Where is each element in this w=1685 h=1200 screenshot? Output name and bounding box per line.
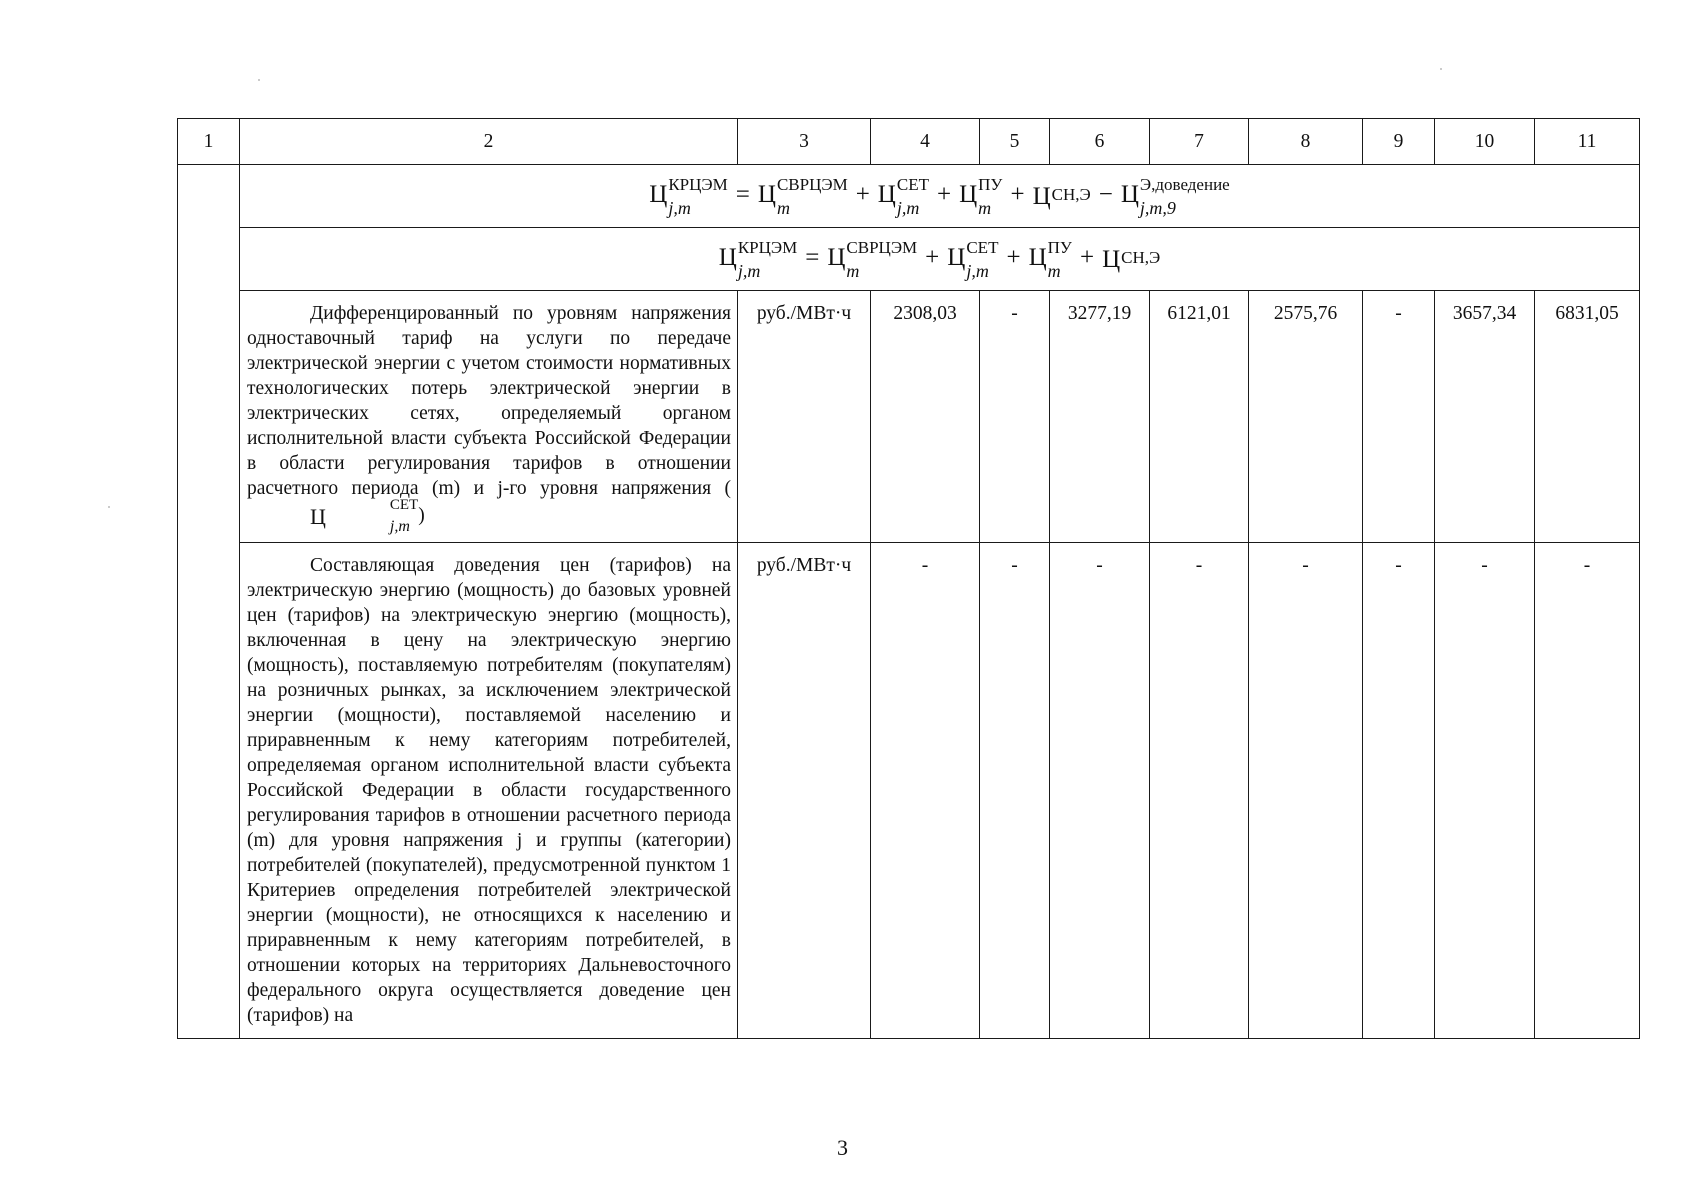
column-number: 6 bbox=[1050, 119, 1150, 165]
description-text: Составляющая доведения цен (тарифов) на электрическую энергию (мощность) до базовых уровней цен (тарифов) на электрическую энергию (мощность), включенная в цену на электрическую энергию (мощность), поставляемую потребителям (покупателям) на розничных рынках, за исключением электрической энергии (мощности), поставляемой населению и приравненным к нему категориям потребителей, определяемая органом исполнительной власти субъекта Российской Федерации в области государственного регулирования тарифов в отношении расчетного периода (m) для уровня напряжения j и группы (категории) потребителей (покупателей), предусмотренной пунктом 1 Критериев определения потребителей электрической энергии (мощности), не относящихся к населению и приравненным к нему категориям потребителей, в отношении которых на территориях Дальневосточного федерального округа осуществляется доведение цен (тарифов) на bbox=[247, 555, 731, 1026]
formula-term: Ц СН,Э bbox=[1032, 182, 1091, 210]
formula-term: Ц СВРЦЭМ m bbox=[827, 237, 918, 281]
value-cell: - bbox=[1050, 543, 1150, 1039]
column-number: 2 bbox=[240, 119, 738, 165]
column-number-row bbox=[178, 119, 1640, 165]
operator: − bbox=[1098, 180, 1113, 208]
column-number: 10 bbox=[1435, 119, 1535, 165]
formula-term: Ц СЕТ j,m bbox=[947, 237, 999, 281]
value-cell: - bbox=[1249, 543, 1363, 1039]
table-row bbox=[178, 543, 1640, 1039]
formula-term: Ц КРЦЭМ j,m bbox=[649, 174, 728, 218]
formula-row bbox=[178, 165, 1640, 228]
unit-cell: руб./МВт·ч bbox=[738, 291, 871, 543]
value-cell: 2575,76 bbox=[1249, 291, 1363, 543]
value-cell: 6831,05 bbox=[1535, 291, 1640, 543]
scan-speck bbox=[1440, 68, 1442, 70]
column-number: 9 bbox=[1363, 119, 1435, 165]
value-cell: - bbox=[980, 543, 1050, 1039]
operator: + bbox=[925, 243, 940, 271]
table-row bbox=[178, 291, 1640, 543]
value-cell: 2308,03 bbox=[871, 291, 980, 543]
description-text: Дифференцированный по уровням напряжения одноставочный тариф на услуги по передаче электрической энергии с учетом стоимости нормативных технологических потерь электрической энергии в электрических сетях, определяемый органом исполнительной власти субъекта Российской Федерации в области регулирования тарифов в отношении расчетного периода (m) и j-го уровня напряжения ( bbox=[247, 303, 731, 499]
formula-term: Ц СЕТ j,m bbox=[877, 174, 929, 218]
tariff-symbol: Ц СЕТ j,m bbox=[310, 497, 419, 535]
formula bbox=[649, 174, 1230, 218]
equals-sign: = bbox=[735, 180, 750, 208]
value-cell: - bbox=[1535, 543, 1640, 1039]
formula-term: Ц ПУ m bbox=[959, 174, 1003, 218]
column-number: 8 bbox=[1249, 119, 1363, 165]
formula-term: Ц ПУ m bbox=[1028, 237, 1072, 281]
value-cell: - bbox=[1435, 543, 1535, 1039]
operator: + bbox=[855, 180, 870, 208]
operator: + bbox=[1010, 180, 1025, 208]
operator: + bbox=[936, 180, 952, 208]
operator: + bbox=[1006, 243, 1021, 271]
scan-speck bbox=[258, 79, 260, 81]
value-cell: - bbox=[871, 543, 980, 1039]
value-cell: - bbox=[1150, 543, 1249, 1039]
formula-cell bbox=[240, 228, 1640, 291]
equals-sign: = bbox=[805, 243, 820, 271]
formula-cell bbox=[240, 165, 1640, 228]
description-cell: Дифференцированный по уровням напряжения одноставочный тариф на услуги по передаче электрической энергии с учетом стоимости нормативных технологических потерь электрической энергии в электрических сетях, определяемый органом исполнительной власти субъекта Российской Федерации в области регулирования тарифов в отношении расчетного периода (m) и j-го уровня напряжения ( Ц СЕТ j,m ) bbox=[240, 291, 738, 543]
value-cell: 6121,01 bbox=[1150, 291, 1249, 543]
row-number-cell bbox=[178, 165, 240, 1039]
column-number: 11 bbox=[1535, 119, 1640, 165]
description-cell bbox=[240, 543, 738, 1039]
value-cell: - bbox=[1363, 543, 1435, 1039]
unit-cell: руб./МВт·ч bbox=[738, 543, 871, 1039]
page-number: 3 bbox=[837, 1135, 848, 1160]
value-cell: - bbox=[1363, 291, 1435, 543]
value-cell: 3277,19 bbox=[1050, 291, 1150, 543]
scan-speck bbox=[108, 506, 110, 508]
column-number: 7 bbox=[1150, 119, 1249, 165]
column-number: 5 bbox=[980, 119, 1050, 165]
formula-term: Ц СВРЦЭМ m bbox=[757, 174, 848, 218]
value-cell: 3657,34 bbox=[1435, 291, 1535, 543]
column-number: 3 bbox=[738, 119, 871, 165]
column-number: 4 bbox=[871, 119, 980, 165]
formula bbox=[718, 237, 1161, 281]
column-number: 1 bbox=[178, 119, 240, 165]
operator: + bbox=[1079, 243, 1095, 271]
formula-term: Ц Э,доведение j,m,9 bbox=[1120, 174, 1230, 218]
formula-term: Ц КРЦЭМ j,m bbox=[718, 237, 798, 281]
formula-term: Ц СН,Э bbox=[1102, 245, 1161, 273]
value-cell: - bbox=[980, 291, 1050, 543]
tariff-table bbox=[177, 118, 1640, 1039]
formula-row bbox=[178, 228, 1640, 291]
